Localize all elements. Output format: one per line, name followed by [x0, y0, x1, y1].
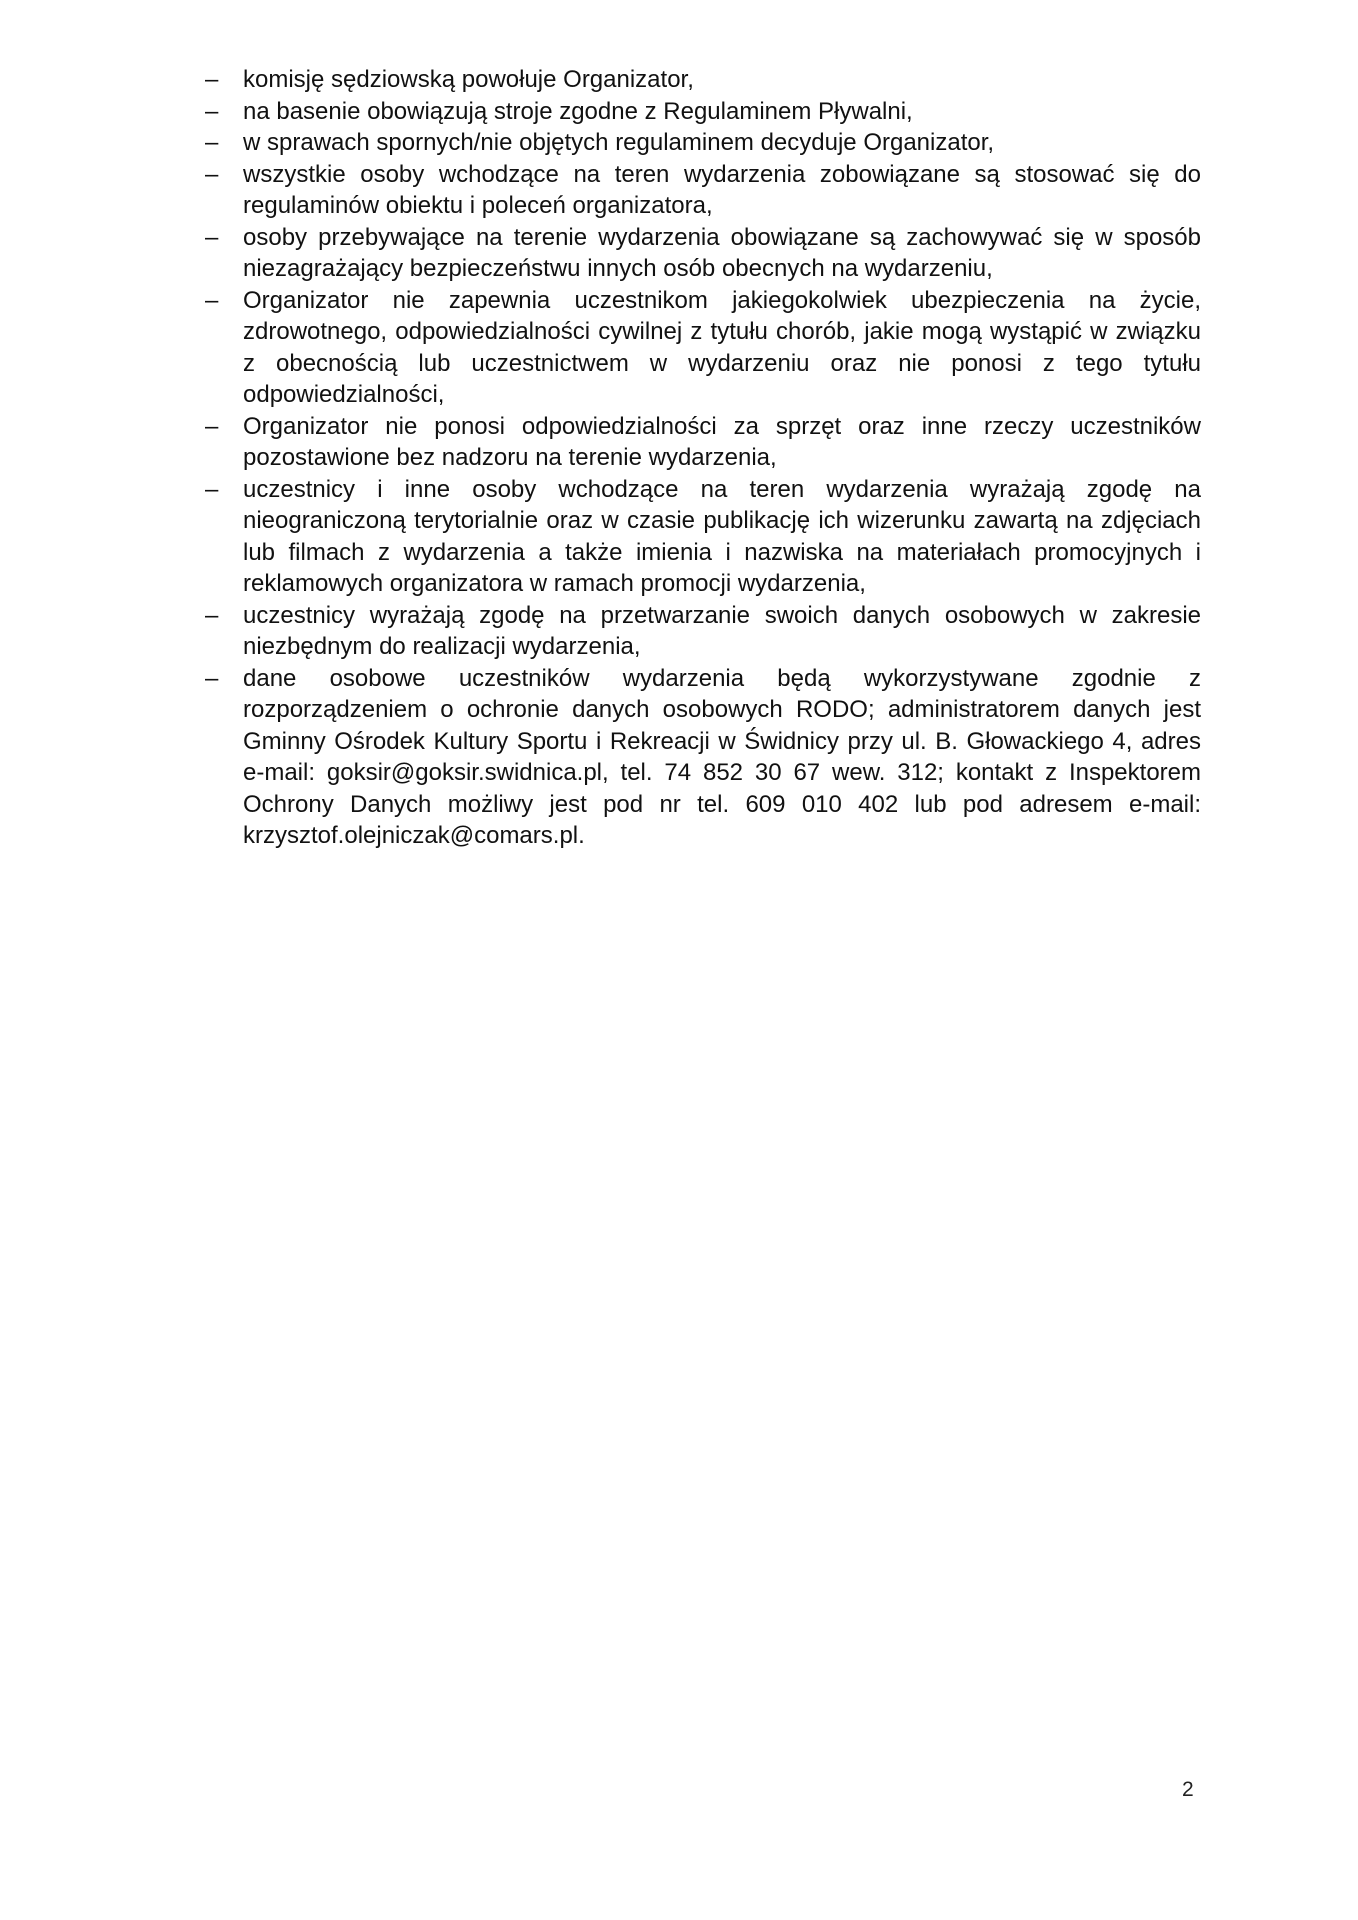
- list-item-text: Organizator nie zapewnia uczestnikom jakiegokolwiek ubezpieczenia na życie, zdrowotnego, odpowiedzialności cywilnej z tytułu chorób, jakie mogą wystąpić w związku z obecnością lub uczestnictwem w wydarzeniu oraz nie ponosi z tego tytułu odpowiedzialności,: [243, 286, 1201, 408]
- dash-bullet: –: [205, 160, 219, 188]
- list-item-text: uczestnicy wyrażają zgodę na przetwarzanie swoich danych osobowych w zakresie niezbędnym do realizacji wydarzenia,: [243, 601, 1201, 660]
- list-item-text: dane osobowe uczestników wydarzenia będą wykorzystywane zgodnie z rozporządzeniem o ochronie danych osobowych RODO; administratorem danych jest Gminny Ośrodek Kultury Sportu i Rekreacji w Świdnicy przy ul. B. Głowackiego 4, adres e-mail: goksir@goksir.swidnica.pl, tel. 74 852 30 67 wew. 312; kontakt z Inspektorem Ochrony Danych możliwy jest pod nr tel. 609 010 402 lub pod adresem e-mail: krzysztof.olejniczak@comars.pl.: [243, 664, 1201, 849]
- list-item: [205, 222, 1201, 285]
- dash-bullet: –: [205, 286, 219, 314]
- list-item: [205, 96, 1201, 128]
- dash-bullet: –: [205, 601, 219, 629]
- dash-bullet: –: [205, 475, 219, 503]
- dash-bullet: –: [205, 664, 219, 692]
- rules-list: [205, 64, 1201, 852]
- list-item-text: komisję sędziowską powołuje Organizator,: [243, 66, 694, 93]
- page-number: 2: [1182, 1778, 1194, 1801]
- list-item-text: na basenie obowiązują stroje zgodne z Regulaminem Pływalni,: [243, 97, 913, 125]
- list-item: [205, 663, 1201, 852]
- list-item: [205, 411, 1201, 474]
- dash-bullet: –: [205, 97, 219, 125]
- list-item-text: uczestnicy i inne osoby wchodzące na teren wydarzenia wyrażają zgodę na nieograniczoną terytorialnie oraz w czasie publikację ich wizerunku zawartą na zdjęciach lub filmach z wydarzenia a także imienia i nazwiska na materiałach promocyjnych i reklamowych organizatora w ramach promocji wydarzenia,: [243, 475, 1201, 597]
- list-item-text: osoby przebywające na terenie wydarzenia obowiązane są zachowywać się w sposób niezagrażający bezpieczeństwu innych osób obecnych na wydarzeniu,: [243, 223, 1201, 282]
- dash-bullet: –: [205, 223, 219, 251]
- list-item-text: wszystkie osoby wchodzące na teren wydarzenia zobowiązane są stosować się do regulaminów obiektu i poleceń organizatora,: [243, 160, 1201, 219]
- list-item: [205, 159, 1201, 222]
- list-item: [205, 64, 1201, 96]
- dash-bullet: –: [205, 412, 219, 440]
- list-item: [205, 600, 1201, 663]
- list-item: [205, 474, 1201, 600]
- list-item: [205, 285, 1201, 411]
- list-item-text: Organizator nie ponosi odpowiedzialności za sprzęt oraz inne rzeczy uczestników pozostawione bez nadzoru na terenie wydarzenia,: [243, 412, 1201, 471]
- dash-bullet: –: [205, 66, 219, 93]
- dash-bullet: –: [205, 129, 219, 156]
- list-item: [205, 127, 1201, 159]
- list-item-text: w sprawach spornych/nie objętych regulaminem decyduje Organizator,: [243, 129, 995, 156]
